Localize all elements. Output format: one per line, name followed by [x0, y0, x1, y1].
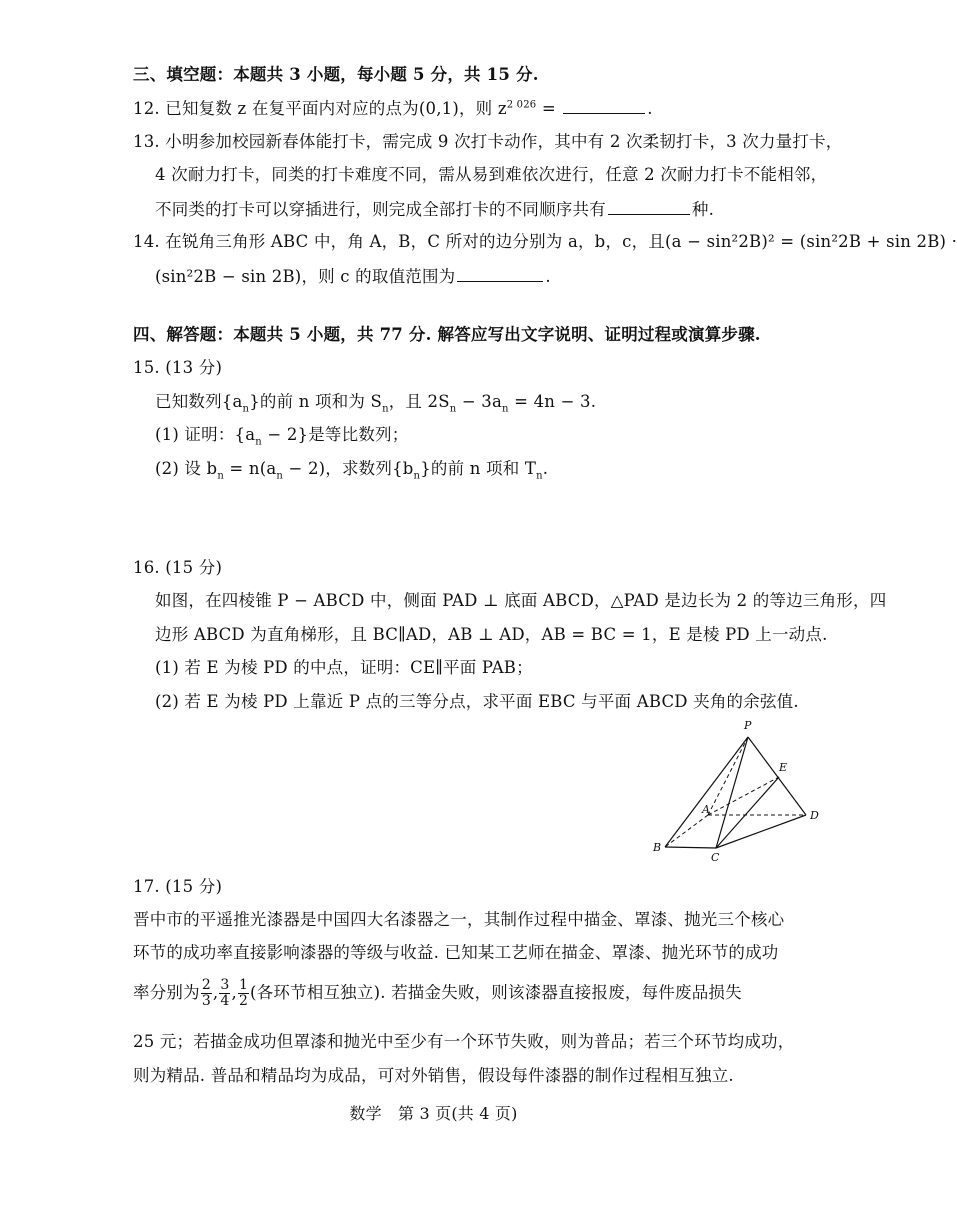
answer-blank-12: [563, 97, 645, 114]
question-16-line2: 边形 ABCD 为直角梯形，且 BC∥AD，AB ⊥ AD，AB = BC = 1，E 是棱 PD 上一动点.: [155, 625, 828, 644]
label-b: B: [653, 841, 662, 854]
fraction-1: $\frac{2}{3}$: [201, 977, 211, 1009]
hidden-segment-ae: [708, 777, 779, 815]
answer-blank-13: [608, 198, 690, 215]
question-14-line2: (sin²2B − sin 2B)，则 c 的取值范围为 .: [155, 267, 551, 286]
question-17-line4: 25 元；若描金成功但罩漆和抛光中至少有一个环节失败，则为普品；若三个环节均成功，: [133, 1032, 795, 1051]
section3-heading: 三、填空题：本题共 3 小题，每小题 5 分，共 15 分.: [133, 65, 539, 84]
question-17-line1: 晋中市的平遥推光漆器是中国四大名漆器之一，其制作过程中描金、罩漆、抛光三个核心: [133, 910, 785, 929]
question-15-title: 15. (13 分): [133, 358, 223, 377]
question-15-part1: (1) 证明：$\{a_n - 2\}$是等比数列；: [155, 425, 409, 448]
question-16-title: 16. (15 分): [133, 558, 223, 577]
label-p: P: [744, 719, 752, 732]
edge-cd: [716, 815, 806, 848]
question-17-line3: 率分别为 $\frac{2}{3}$ , $\frac{3}{4}$ , $\frac{1}{2}$ (各环节相互独立). 若描金失败，则该漆器直接报废，每件废品损失: [133, 977, 742, 1009]
edge-pc: [716, 737, 748, 848]
question-15-part2: (2) 设 $b_n = n(a_n - 2)$，求数列$\{b_n\}$的前 n 项和 $T_n$.: [155, 459, 549, 482]
edge-pd: [748, 737, 806, 815]
hidden-edge-ab: [665, 815, 708, 847]
fraction-2: $\frac{3}{4}$: [220, 977, 230, 1009]
edge-pb: [665, 737, 748, 847]
question-13-line1: 13. 小明参加校园新春体能打卡，需完成 9 次打卡动作，其中有 2 次柔韧打卡，3 次力量打卡，: [133, 132, 843, 151]
section4-heading: 四、解答题：本题共 5 小题，共 77 分. 解答应写出文字说明、证明过程或演算步骤.: [133, 325, 761, 344]
question-12: 12. 已知复数 z 在复平面内对应的点为(0,1)，则 $z^{2 026}$ = .: [133, 99, 653, 118]
pyramid-figure: [640, 715, 830, 865]
question-13-line3: 不同类的打卡可以穿插进行，则完成全部打卡的不同顺序共有 种.: [155, 200, 715, 219]
question-17-line2: 环节的成功率直接影响漆器的等级与收益. 已知某工艺师在描金、罩漆、抛光环节的成功: [133, 943, 779, 962]
question-14-line1: 14. 在锐角三角形 ABC 中，角 A，B，C 所对的边分别为 a，b，c，且(a − sin²2B)² = (sin²2B + sin 2B) ·: [133, 232, 957, 251]
segment-ce: [716, 777, 779, 848]
question-17-line5: 则为精品. 普品和精品均为成品，可对外销售，假设每件漆器的制作过程相互独立.: [133, 1066, 734, 1085]
question-15-stem: 已知数列$\{a_n\}$的前 n 项和为 $S_n$，且 $2S_n - 3a_n = 4n - 3$.: [155, 392, 597, 415]
label-a: A: [702, 803, 710, 816]
question-16-line1: 如图，在四棱锥 P − ABCD 中，侧面 PAD ⊥ 底面 ABCD，△PAD 是边长为 2 的等边三角形，四: [155, 591, 887, 610]
label-d: D: [810, 809, 819, 822]
question-16-part1: (1) 若 E 为棱 PD 的中点，证明：CE∥平面 PAB；: [155, 658, 533, 677]
edge-bc: [665, 847, 716, 848]
question-17-title: 17. (15 分): [133, 877, 223, 896]
fraction-3: $\frac{1}{2}$: [238, 977, 249, 1009]
answer-blank-14: [457, 265, 543, 282]
question-13-line2: 4 次耐力打卡，同类的打卡难度不同，需从易到难依次进行，任意 2 次耐力打卡不能相邻，: [155, 165, 828, 184]
page-footer: 数学 第 3 页(共 4 页): [349, 1104, 518, 1123]
question-16-part2: (2) 若 E 为棱 PD 上靠近 P 点的三等分点，求平面 EBC 与平面 ABCD 夹角的余弦值.: [155, 692, 799, 711]
label-c: C: [711, 851, 720, 864]
hidden-edge-pa: [708, 737, 748, 815]
label-e: E: [779, 761, 788, 774]
